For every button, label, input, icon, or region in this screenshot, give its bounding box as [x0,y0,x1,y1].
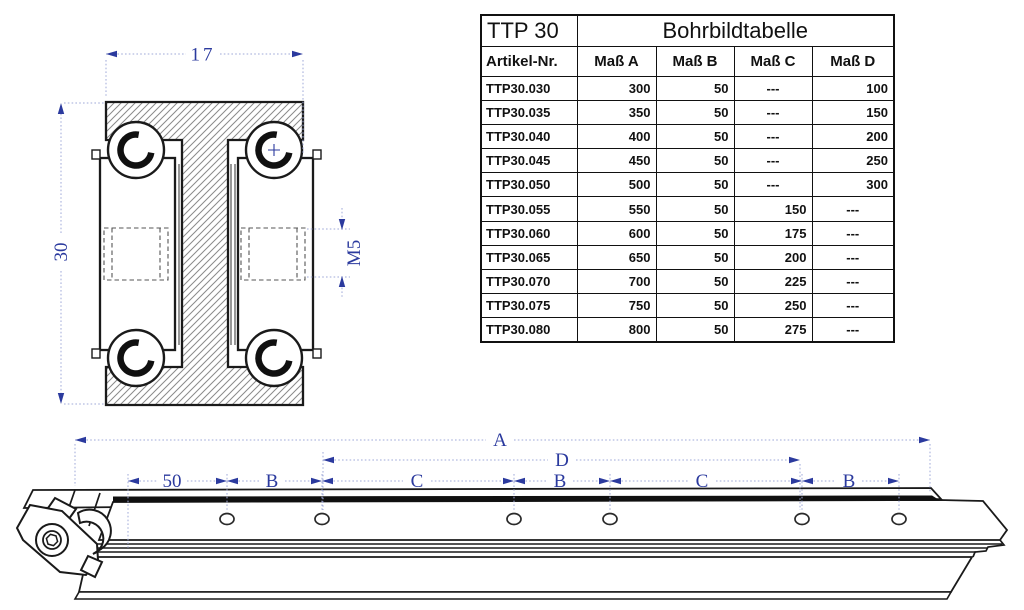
mounting-hole [892,514,906,525]
cell-mass-a: 600 [577,221,656,245]
bohrbild-table [480,14,895,343]
dim-label-b1: B [265,471,279,492]
mounting-hole [315,514,329,525]
cell-mass-b: 50 [656,125,734,149]
table-row [481,317,894,342]
table-row [481,245,894,269]
rail-band-lines [89,544,1002,552]
cell-artikel: TTP30.080 [481,317,577,342]
dim-label-30: 30 [51,242,72,262]
cell-mass-a: 750 [577,293,656,317]
cell-mass-c: --- [734,77,812,101]
dim-label-m5: M5 [344,239,365,267]
cell-mass-c: --- [734,173,812,197]
dim-label-b2: B [553,471,567,492]
table-row [481,293,894,317]
cell-mass-d: --- [812,317,894,342]
cell-artikel: TTP30.030 [481,77,577,101]
cell-mass-b: 50 [656,221,734,245]
cell-mass-b: 50 [656,293,734,317]
ball-bearing [246,330,302,386]
screw-head-inner [43,531,61,549]
table-row [481,125,894,149]
cell-mass-a: 650 [577,245,656,269]
table-row [481,101,894,125]
mounting-hole [220,514,234,525]
cell-mass-c: 225 [734,269,812,293]
ball-bearing [108,330,164,386]
table-row [481,77,894,101]
cell-mass-b: 50 [656,245,734,269]
cell-mass-c: 150 [734,197,812,221]
cell-artikel: TTP30.035 [481,101,577,125]
dim-label-a: A [493,430,507,451]
cell-mass-c: 200 [734,245,812,269]
cell-mass-b: 50 [656,269,734,293]
dim-label-50: 50 [162,471,182,492]
cell-artikel: TTP30.040 [481,125,577,149]
cell-artikel: TTP30.055 [481,197,577,221]
dim-span-d [323,450,800,471]
mounting-hole [507,514,521,525]
lower-rail-face [79,557,972,592]
dim-height-30 [51,103,104,404]
dim-label-c2: C [695,471,709,492]
table-row [481,197,894,221]
cell-mass-c: --- [734,149,812,173]
cell-mass-a: 800 [577,317,656,342]
left-slide-plate [100,158,175,350]
dim-label-c1: C [410,471,424,492]
table-title: Bohrbildtabelle [577,15,894,47]
cell-mass-b: 50 [656,317,734,342]
dim-thread-m5 [307,208,365,298]
cell-mass-c: --- [734,101,812,125]
cell-mass-b: 50 [656,173,734,197]
cell-mass-c: 250 [734,293,812,317]
table-row [481,173,894,197]
mounting-hole [603,514,617,525]
middle-rail-face [99,500,1007,540]
cell-mass-c: 175 [734,221,812,245]
mounting-hole [795,514,809,525]
cell-mass-d: --- [812,245,894,269]
dim-overall-a [75,430,930,451]
col-header-mass-c: Maß C [734,47,812,77]
cell-mass-b: 50 [656,101,734,125]
dim-label-d: D [555,450,569,471]
cross-section-view [51,45,365,406]
cell-mass-a: 500 [577,173,656,197]
cell-mass-b: 50 [656,77,734,101]
cell-mass-c: 275 [734,317,812,342]
dim-label-17: 17 [190,44,216,66]
cell-mass-a: 350 [577,101,656,125]
cell-mass-d: 250 [812,149,894,173]
cell-artikel: TTP30.075 [481,293,577,317]
cell-mass-b: 50 [656,197,734,221]
cell-mass-d: 100 [812,77,894,101]
rail-side-view [17,430,1007,599]
product-name: TTP 30 [481,15,577,47]
cell-mass-b: 50 [656,149,734,173]
cell-mass-a: 450 [577,149,656,173]
cell-mass-a: 400 [577,125,656,149]
cell-artikel: TTP30.070 [481,269,577,293]
cell-mass-a: 300 [577,77,656,101]
cell-artikel: TTP30.060 [481,221,577,245]
cell-mass-d: --- [812,293,894,317]
table-row [481,149,894,173]
cell-mass-a: 700 [577,269,656,293]
table-title-row [481,15,894,47]
rail-bottom-band [75,592,951,599]
cell-mass-d: 150 [812,101,894,125]
dim-label-b3: B [842,471,856,492]
table-header-row [481,47,894,77]
cell-mass-d: --- [812,269,894,293]
cell-artikel: TTP30.050 [481,173,577,197]
cell-artikel: TTP30.065 [481,245,577,269]
col-header-mass-d: Maß D [812,47,894,77]
cell-mass-c: --- [734,125,812,149]
ball-bearing [108,122,164,178]
table-row [481,221,894,245]
table-row [481,269,894,293]
cell-mass-d: 300 [812,173,894,197]
cell-mass-d: --- [812,197,894,221]
end-stop-bracket [17,498,111,577]
cell-mass-a: 550 [577,197,656,221]
cell-artikel: TTP30.045 [481,149,577,173]
cell-mass-d: --- [812,221,894,245]
col-header-mass-b: Maß B [656,47,734,77]
cell-mass-d: 200 [812,125,894,149]
col-header-mass-a: Maß A [577,47,656,77]
col-header-artikel: Artikel-Nr. [481,47,577,77]
